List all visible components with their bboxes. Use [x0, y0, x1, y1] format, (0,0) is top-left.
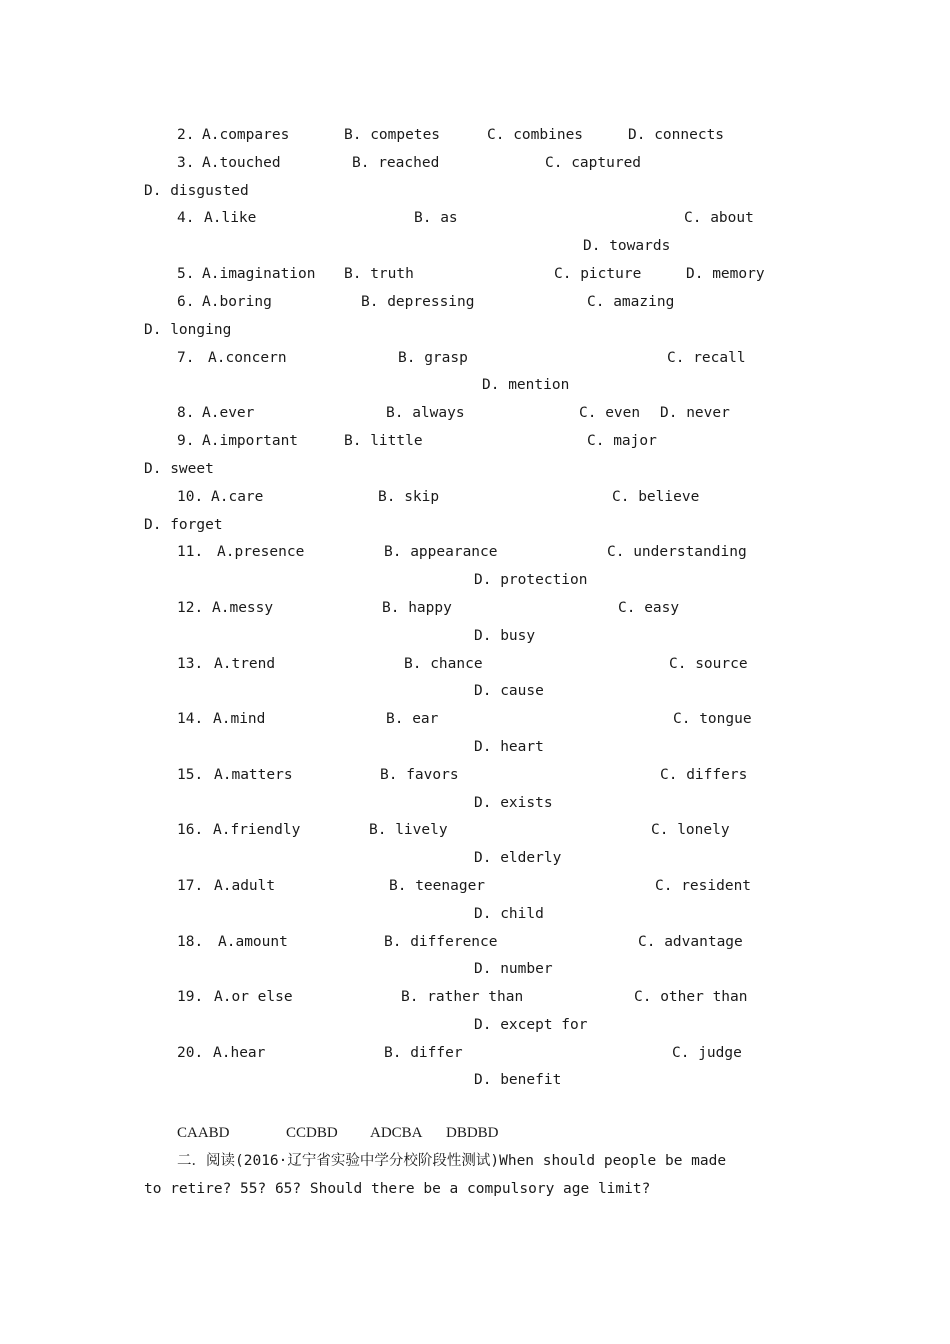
q13-option-c: C. source: [669, 656, 748, 672]
q17-option-a: A.adult: [214, 878, 276, 894]
q12-option-d: D. busy: [474, 628, 536, 644]
q12-option-c: C. easy: [618, 600, 680, 616]
q14-option-d: D. heart: [474, 739, 544, 755]
q15-option-d: D. exists: [474, 795, 553, 811]
q20-option-a: A.hear: [213, 1045, 266, 1061]
q3-option-b: B. reached: [352, 155, 440, 171]
q11-number: 11.: [177, 544, 204, 560]
q12-number: 12.: [177, 600, 204, 616]
answer-group-4: DBDBD: [446, 1125, 499, 1141]
q16-option-d: D. elderly: [474, 850, 562, 866]
q18-option-c: C. advantage: [638, 934, 743, 950]
q4-number: 4.: [177, 210, 195, 226]
q5-option-b: B. truth: [344, 266, 414, 282]
q18-option-a: A.amount: [218, 934, 288, 950]
q7-option-a: A.concern: [208, 350, 287, 366]
q12-option-a: A.messy: [212, 600, 274, 616]
q7-option-b: B. grasp: [398, 350, 468, 366]
q8-option-b: B. always: [386, 405, 465, 421]
reading-text-line2: to retire? 55? 65? Should there be a compulsory age limit?: [144, 1181, 651, 1197]
q8-number: 8.: [177, 405, 195, 421]
q7-option-c: C. recall: [667, 350, 746, 366]
q20-option-c: C. judge: [672, 1045, 742, 1061]
q18-option-d: D. number: [474, 961, 553, 977]
q20-option-b: B. differ: [384, 1045, 463, 1061]
q15-option-c: C. differs: [660, 767, 748, 783]
q18-option-b: B. difference: [384, 934, 498, 950]
reading-section-title: 二．阅读(2016·辽宁省实验中学分校阶段性测试): [177, 1153, 500, 1169]
q2-option-c: C. combines: [487, 127, 584, 143]
q4-option-d: D. towards: [583, 238, 671, 254]
q18-number: 18.: [177, 934, 204, 950]
q2-number: 2.: [177, 127, 195, 143]
q4-option-c: C. about: [684, 210, 754, 226]
q10-option-a: A.care: [211, 489, 264, 505]
reading-text-line1: When should people be made: [499, 1153, 727, 1169]
q8-option-d: D. never: [660, 405, 730, 421]
q19-option-a: A.or else: [214, 989, 293, 1005]
q11-option-d: D. protection: [474, 572, 588, 588]
q17-option-d: D. child: [474, 906, 544, 922]
q19-option-c: C. other than: [634, 989, 748, 1005]
q4-option-a: A.like: [204, 210, 257, 226]
q3-number: 3.: [177, 155, 195, 171]
q9-number: 9.: [177, 433, 195, 449]
q9-option-d: D. sweet: [144, 461, 214, 477]
q7-option-d: D. mention: [482, 377, 570, 393]
q8-option-a: A.ever: [202, 405, 255, 421]
q16-option-c: C. lonely: [651, 822, 730, 838]
answer-group-2: CCDBD: [286, 1125, 338, 1141]
q11-option-b: B. appearance: [384, 544, 498, 560]
reading-heading: [177, 1151, 726, 1171]
q2-option-a: A.compares: [202, 127, 290, 143]
q13-option-a: A.trend: [214, 656, 276, 672]
q5-option-c: C. picture: [554, 266, 642, 282]
q6-option-d: D. longing: [144, 322, 232, 338]
q6-option-c: C. amazing: [587, 294, 675, 310]
q16-option-a: A.friendly: [213, 822, 301, 838]
q5-option-a: A.imagination: [202, 266, 316, 282]
q20-number: 20.: [177, 1045, 204, 1061]
q13-option-d: D. cause: [474, 683, 544, 699]
answer-group-3: ADCBA: [370, 1125, 423, 1141]
q17-number: 17.: [177, 878, 204, 894]
q17-option-c: C. resident: [655, 878, 752, 894]
q19-option-d: D. except for: [474, 1017, 588, 1033]
q2-option-b: B. competes: [344, 127, 441, 143]
q15-number: 15.: [177, 767, 204, 783]
q7-number: 7.: [177, 350, 195, 366]
q13-option-b: B. chance: [404, 656, 483, 672]
q14-option-a: A.mind: [213, 711, 266, 727]
q12-option-b: B. happy: [382, 600, 452, 616]
q10-option-c: C. believe: [612, 489, 700, 505]
q13-number: 13.: [177, 656, 204, 672]
q14-option-c: C. tongue: [673, 711, 752, 727]
q10-option-d: D. forget: [144, 517, 223, 533]
q11-option-a: A.presence: [217, 544, 305, 560]
q3-option-a: A.touched: [202, 155, 281, 171]
q20-option-d: D. benefit: [474, 1072, 562, 1088]
q19-option-b: B. rather than: [401, 989, 524, 1005]
answer-group-1: CAABD: [177, 1125, 230, 1141]
q16-option-b: B. lively: [369, 822, 448, 838]
q10-option-b: B. skip: [378, 489, 440, 505]
q9-option-a: A.important: [202, 433, 299, 449]
q10-number: 10.: [177, 489, 204, 505]
q3-option-d: D. disgusted: [144, 183, 249, 199]
q8-option-c: C. even: [579, 405, 641, 421]
q2-option-d: D. connects: [628, 127, 725, 143]
q16-number: 16.: [177, 822, 204, 838]
q19-number: 19.: [177, 989, 204, 1005]
q6-number: 6.: [177, 294, 195, 310]
q14-number: 14.: [177, 711, 204, 727]
q15-option-a: A.matters: [214, 767, 293, 783]
q9-option-c: C. major: [587, 433, 657, 449]
q17-option-b: B. teenager: [389, 878, 486, 894]
q6-option-b: B. depressing: [361, 294, 475, 310]
q11-option-c: C. understanding: [607, 544, 747, 560]
q4-option-b: B. as: [414, 210, 458, 226]
q5-option-d: D. memory: [686, 266, 765, 282]
q15-option-b: B. favors: [380, 767, 459, 783]
q6-option-a: A.boring: [202, 294, 272, 310]
q3-option-c: C. captured: [545, 155, 642, 171]
q14-option-b: B. ear: [386, 711, 439, 727]
q5-number: 5.: [177, 266, 195, 282]
q9-option-b: B. little: [344, 433, 423, 449]
